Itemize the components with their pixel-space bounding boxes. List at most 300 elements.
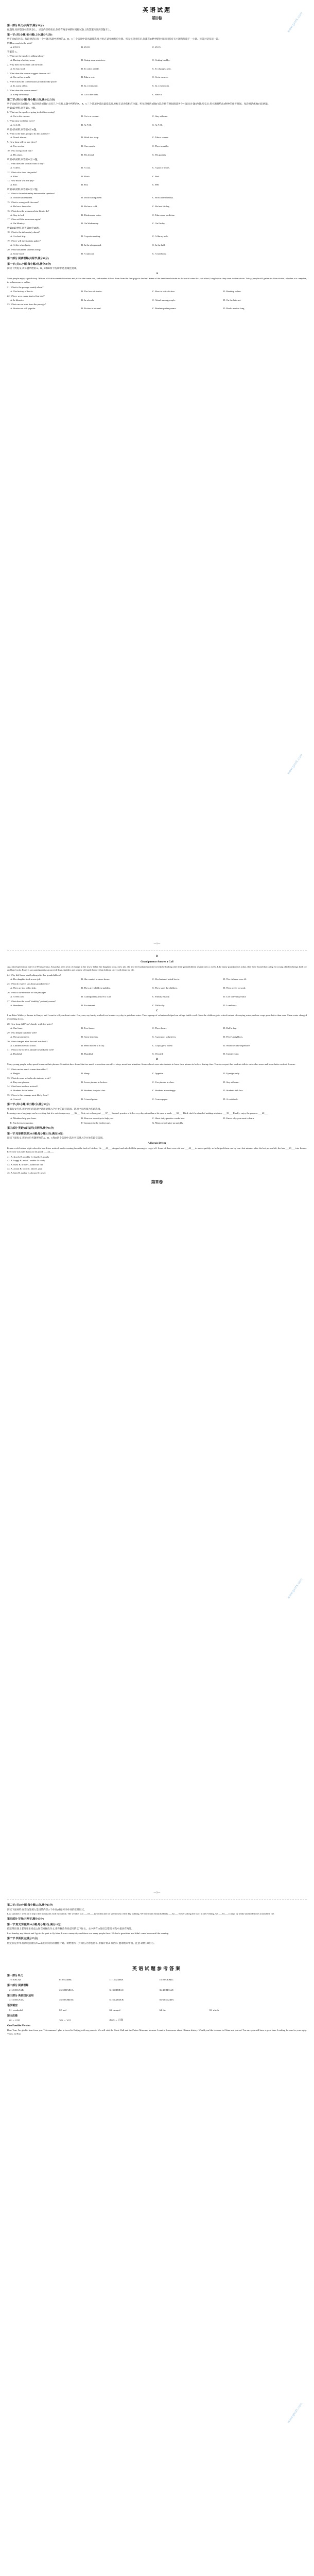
option: C. Worried. (152, 1053, 164, 1056)
option: F. Grammar is the hardest part. (81, 1122, 111, 1125)
option: D. On the Internet. (223, 298, 241, 301)
option: C. Use phones in class. (152, 1080, 175, 1083)
question-options (10, 183, 307, 187)
section-heading: 第三部分 英语知识运用(共两节,满分45分) (7, 1127, 54, 1130)
option: A. He has a headache. (10, 205, 31, 208)
answer-item: 1-5 BACAB (9, 1978, 22, 1981)
option: B. Go to a concert. (81, 115, 99, 118)
option: D. Life in Pennsylvania (223, 995, 246, 998)
answer-item: 61. wonderful (9, 2008, 23, 2011)
grammar-text: Last summer, I went on a trip to the mountains with my family. The weather was ___61___ (wonder) and we spent most of the day walking. We saw many beautiful birds ___62___ flowers along the way. In the evening, we ___63___ (camp) by a lake and told stories around the fire. (7, 1912, 275, 1916)
question-text: 30. What changed after the well was built? (7, 1040, 48, 1043)
option: A. On Monday. (10, 222, 25, 225)
option: C. How to write fiction. (152, 290, 175, 293)
option: A. One hour. (10, 1026, 23, 1029)
option: B. A travel guide. (81, 1098, 98, 1101)
question-text: 20. What should the students bring? (7, 248, 42, 251)
question-text: 9. How long will he stay there? (7, 141, 37, 144)
option: B. A sports meeting. (81, 234, 101, 238)
question-text: 11. What does the woman want to buy? (7, 162, 45, 165)
section-note: 阅读下面材料,在空白处填入适当的内容(1个单词)或括号内单词的正确形式。 (7, 1908, 86, 1911)
option: B. Peter moved to a city. (81, 1044, 105, 1047)
cloze-title: A Heroic Driver (148, 1141, 166, 1145)
option: A. The government. (10, 1035, 29, 1038)
question-text: 35. Where is this passage most likely from? (7, 1094, 49, 1097)
passage-text: Learning a new language can be exciting, but it is not always easy. ___36___ First, set a clear goal. ___37___ Second, practice a little every day rather than a lot once a week. ___38___ Third, don't be afraid of making mistakes. ___39___ Finally, enjoy the process. ___40___ (7, 1112, 268, 1115)
option: D. Water became expensive. (223, 1044, 251, 1047)
option: A. His sister. (10, 154, 23, 157)
doc-title: 英语试题 (143, 7, 171, 13)
option: B. To order a table. (81, 67, 100, 70)
option: A. Go to the cinema. (10, 115, 30, 118)
passage-text: Most people enjoy a good story. Writers of fiction create characters and places that seem real, and readers follow them from the first page to the last. Some of the best-loved stories in the world were first told aloud, long before they were written down. Today, people still gather to share stories, whether at a campfire, in a classroom or online. (7, 277, 307, 283)
section-heading: 第四部分 写作(共两节,满分35分) (7, 1918, 44, 1921)
option: A. Some food. (10, 252, 24, 255)
question-text: 22. Where were many stories first told? (7, 294, 45, 297)
answer-item: 21-25 BCAAB (9, 1988, 24, 1991)
option: B. Going some exercises. (81, 58, 106, 61)
question-options (10, 214, 307, 217)
question-text: 26. What is the best title for the passage? (7, 991, 46, 994)
option: B. She wanted to move house. (81, 978, 110, 981)
option: A. A dress. (10, 166, 21, 169)
option: C. Stay at home. (152, 115, 168, 118)
answer-item: was → were (59, 2019, 72, 2022)
option: A. A novel. (10, 1098, 21, 1101)
option: B. Grandparents Answer a Call (81, 995, 111, 998)
question-options (10, 252, 307, 256)
answer-item: 36-40 BDCAE (159, 1988, 173, 1991)
question-list (7, 974, 307, 1007)
option: A. A school trip. (10, 234, 26, 238)
option: B. His friend. (81, 154, 95, 157)
option: B. Go to the bank. (81, 93, 99, 96)
passage-label: D (156, 1058, 158, 1061)
option: C. Aloud among people. (152, 298, 176, 301)
cloze-option-row: 44. A. action B. word C. idea D. plan (7, 1167, 43, 1171)
cloze-option-row: 41. A. slowly B. quickly C. finally D. nearly (7, 1155, 49, 1158)
option: B. Take a rest. (81, 76, 95, 79)
option: C. Red. (152, 175, 160, 178)
question-text: 听第9段材料,回答第14至17题。 (7, 188, 40, 191)
option: B. Drink more water. (81, 213, 101, 216)
sample-label: One Possible Version (7, 2024, 30, 2027)
answer-item: 6-10 ACBBC (59, 1978, 73, 1981)
option: B. At 7:00. (81, 123, 92, 126)
question-options (10, 84, 307, 88)
answer-item: 51-55 ABDCB (109, 1998, 124, 2002)
page-2 (7, 953, 307, 1896)
option: C. $90. (152, 183, 160, 187)
option: A. Stories are still popular. (10, 307, 36, 310)
option: B. On Wednesday. (81, 222, 99, 225)
option: C. To change a seat. (152, 67, 171, 70)
option: C. They spoil the children. (152, 987, 178, 990)
cloze-text: It was a cold winter night when the bus driver noticed smoke coming from the back of his bus. He ___41___ stopped and asked all the passengers to get off. Some of them were old and ___42___ to move quickly, so he helped them one by one. Just minutes after the last person left, the bus ___43___ into flames. Everyone was safe thanks to his quick ___44___. (7, 1146, 307, 1153)
question-options (10, 1053, 307, 1056)
option: A. Height. (10, 1072, 21, 1075)
question-options (10, 59, 307, 62)
question-options (10, 76, 307, 79)
answer-row (9, 2009, 307, 2012)
option: D. Students talk less. (223, 1089, 243, 1092)
answer-section-label: 短文改错 (7, 2014, 18, 2018)
question-options (10, 307, 307, 311)
option: C. Difficulty. (152, 1004, 165, 1007)
question-list (7, 286, 307, 311)
option: A. To buy food. (10, 67, 26, 70)
question-options (10, 1044, 307, 1048)
question-text: 25. What do experts say about grandparents? (7, 982, 50, 986)
option: C. Save it. (152, 93, 163, 96)
question-text: 7. What time will they meet? (7, 119, 35, 122)
question-options (10, 299, 307, 302)
option: B. In the playground. (81, 243, 102, 246)
option: D. Stay at home. (223, 1080, 239, 1083)
question-text: 1. What are the speakers talking about? (7, 54, 45, 57)
option: A. The history of books. (10, 290, 33, 293)
option: C. His parents. (152, 154, 167, 157)
question-list (7, 55, 307, 97)
option: D. Uninterested. (223, 1053, 239, 1056)
question-text: 听第6段材料,回答第6、7题。 (7, 107, 38, 110)
answer-item: 41-45 BCAAA (9, 1998, 24, 2002)
option: B. Excitement. (81, 1004, 96, 1007)
question-options (10, 995, 307, 999)
instructions: 做题时,先将答案标在试卷上。录音内容结束后,你将有两分钟的时间将试卷上的答案转涂到答题卡上。 (7, 28, 113, 31)
section-note: 假定你是李华,你的英国朋友Tom来信询问你的暑假计划。请给他写一封回信,内容包括:1. 暑假计划;2. 原因;3. 邀请他来中国。注意:词数100左右。 (7, 1941, 156, 1944)
question-options (10, 987, 307, 990)
option: C. A notebook. (152, 252, 167, 255)
answer-section-label: 语法填空 (7, 2005, 18, 2008)
passage-title: Grandparents Answer a Call (141, 960, 173, 963)
option: A. Travel abroad. (10, 136, 27, 139)
option: D. Half a day. (223, 1026, 237, 1029)
option: C. Family History (152, 995, 170, 998)
option: D. Reading online. (223, 290, 241, 293)
option: B. In a restaurant. (81, 84, 98, 88)
option: D. A cookbook. (223, 1098, 238, 1101)
question-text: 29. Who helped build the well? (7, 1031, 37, 1034)
option: B. Some teachers. (81, 1035, 99, 1038)
question-text: 33. What do some schools ask students to do? (7, 1076, 51, 1079)
option: C. A library rule. (152, 234, 169, 238)
option: A. Her daughter took a new job. (10, 978, 41, 981)
option: D. They prefer to work. (223, 987, 246, 990)
answer-item: 16-20 CBABC (159, 1978, 173, 1981)
option: C. A pair of shoes. (152, 166, 170, 169)
option: C. Three months. (152, 145, 169, 148)
question-options (10, 166, 307, 170)
section-heading: 第二节 书面表达(满分25分) (7, 1938, 38, 1941)
question-text: 18. What is the talk mainly about? (7, 231, 40, 234)
option: A. Having a holiday soon. (10, 58, 36, 61)
option: C. He hurt his leg. (152, 205, 170, 208)
question-text: 34. What have teachers noticed? (7, 1085, 38, 1088)
option: B. Leave phones in lockers. (81, 1080, 108, 1083)
answer-item: 64. the (159, 2008, 166, 2011)
option: C. In a classroom. (152, 84, 170, 88)
option: D. Books are too long. (223, 307, 245, 310)
option: B. Doctor and patient. (81, 196, 102, 199)
option: B. Two hours. (81, 1026, 95, 1029)
option: D. Eyesight only. (223, 1072, 240, 1075)
option: A. Go out for a walk. (10, 76, 31, 79)
answer-item: 31-35 BBBAC (109, 1988, 124, 1991)
question-text: 28. How long did Peter's family walk for water? (7, 1023, 53, 1026)
answer-key (7, 1974, 307, 2022)
option: B. Fiction is not real. (81, 307, 101, 310)
option: A. Doubtful. (10, 1053, 23, 1056)
question-text: 31. What is the writer's attitude towards the well? (7, 1048, 54, 1052)
answer-item: 62. and (59, 2008, 66, 2011)
option: C. Getting healthy. (152, 58, 170, 61)
answer-item: 46-50 CBDAC (59, 1998, 74, 2002)
question-text: 3. What does the woman suggest the man do? (7, 72, 50, 75)
answer-section-label: 第三部分 英语知识运用 (7, 1994, 34, 1997)
question-text: 23. What can we infer from the passage? (7, 303, 46, 306)
part1-title: 第Ⅰ卷 (152, 15, 162, 21)
seven-options (10, 1117, 307, 1125)
watermark-text: www.gkstk.com (286, 753, 304, 775)
question-text: 听第8段材料,回答第11至13题。 (7, 158, 40, 161)
section-note: 听下面5段对话或独白。每段对话或独白后有几个小题,从题中所给的A、B、C三个选项中选出最佳选项,并标在试卷的相应位置。听每段对话或独白前,你将有时间阅读各个小题,每小题5秒钟;听完后,各小题将给出5秒钟的作答时间。每段对话或独白读两遍。 (7, 103, 270, 106)
section-heading: 第二节 (共10小题;每小题1.5分,满分15分) (7, 1904, 53, 1907)
question-options (10, 115, 307, 118)
question-options (10, 1027, 307, 1030)
option: C. Crops grew worse. (152, 1044, 173, 1047)
question-text: 24. Why did Susan start looking after her grandchildren? (7, 974, 61, 977)
question-options (10, 175, 307, 179)
question-text: 17. When will the man come again? (7, 218, 42, 221)
answer-item: 11-15 ACBBA (109, 1978, 124, 1981)
option: B. The love of stories. (81, 290, 102, 293)
question-options (10, 67, 307, 71)
cloze-options (7, 1156, 307, 1175)
option: C. Appetite. (152, 1072, 164, 1075)
option: B. A coat. (81, 166, 91, 169)
question-options (10, 93, 307, 97)
option: A. At 6:30. (10, 123, 21, 126)
option: B. Work in a shop. (81, 136, 99, 139)
option: C. Three hours. (152, 1026, 167, 1029)
answer-row (9, 2019, 307, 2022)
question-text: 21. What is the passage mainly about? (7, 285, 44, 289)
section-heading: 第二节 (共5小题;每小题2分,满分10分) (7, 1104, 50, 1107)
answer-item: 56-60 DACBA (159, 1998, 174, 2002)
option: A. $45. (10, 183, 18, 187)
question-options (10, 145, 307, 148)
question-options (10, 222, 307, 226)
option: A. At the school gate. (10, 243, 31, 246)
question-text: 8. What is the man going to do this summer? (7, 132, 50, 135)
option: B. Thankful. (81, 1053, 94, 1056)
question-options (10, 978, 307, 981)
question-text: 14. What is the relationship between the speakers? (7, 192, 55, 195)
question-text: 听第7段材料,回答第8至10题。 (7, 128, 39, 131)
option: A. They are too old to help. (10, 987, 37, 990)
question-options (10, 154, 307, 157)
error-text: Last Sunday, my friends and I go to the park to fly kites. It was a sunny day and there was many people there. We had a great time and didn't come home until the evening. (7, 1932, 169, 1935)
passage-label: B (156, 955, 158, 958)
option: B. $54. (81, 183, 89, 187)
question-text: 13. How much will she pay? (7, 179, 34, 182)
option: C. A newspaper. (152, 1098, 168, 1101)
answer-item: 65. which (209, 2008, 219, 2011)
answer-row (9, 1978, 307, 1982)
section-heading: 第一节 (共15小题;每小题2分,满分30分) (7, 263, 51, 266)
option: A. Mistakes help you learn. (10, 1117, 37, 1120)
option: C. £9.15. (152, 46, 161, 49)
page-divider (7, 950, 307, 951)
page-number: —2— (153, 1891, 161, 1894)
option: B. Black. (81, 175, 91, 178)
option: E. Fun keeps you going. (10, 1122, 33, 1125)
option: A. Buy new phones. (10, 1080, 30, 1083)
answer-section-label: 第一部分 听力 (7, 1974, 24, 1977)
option: A. Teacher and student. (10, 196, 33, 199)
option: A. Two weeks. (10, 145, 25, 148)
section-heading: 第一节 短文改错(共10小题;每小题1分,满分10分) (7, 1923, 61, 1926)
page-divider (7, 1899, 307, 1900)
section-heading: 第二部分 阅读理解(共两节,满分40分) (7, 258, 49, 261)
passage-text: I am Peter Walker, a farmer in Kenya, and I want to tell you about water. For years, my family walked two hours every day to get clean water. Then a group of volunteers helped our village build a well. Now the children go to school instead of carrying water, and our crops grow better than ever. Clean water changed everything for us. (7, 1014, 307, 1021)
question-options (10, 196, 307, 200)
passage-text: Many young people today spend hours on their phones. Scientists have found that too much screen time can affect sleep, mood and attention. Some schools now ask students to leave their phones in lockers during class. Teachers report that students talk to each other more and focus better on their lessons. (7, 1063, 295, 1065)
question-text: 听第10段材料,回答第18至20题。 (7, 227, 41, 230)
option: B. He has a cold. (81, 205, 98, 208)
option: C. A group of volunteers. (152, 1035, 177, 1038)
question-text: 32. What can too much screen time affect? (7, 1067, 48, 1071)
section-heading: 第一节 完形填空(共20小题;每小题1.5分,满分30分) (7, 1132, 63, 1136)
passage-text: As a third-generation native of Pennsylvania, Susan has seen a lot of change in her town. When her daughter took a new job, she and her husband decided to help by looking after their grandchildren several days a week. Like many grandparents today, they have found that caring for young children brings both joy and hard work. Experts say grandparents can provide love, stability and a sense of family history that children carry with them for life. (7, 965, 307, 972)
example-answer: 答案是 C。 (7, 50, 19, 54)
option: A. Steadiness. (10, 1004, 24, 1007)
sample-text: Dear Tom, I'm glad to hear from you. This summer I plan to travel to Beijing with my parents. We will visit the Great Wall and the Palace Museum, because I want to learn more about Chinese history. Would you like to come to China and join us? I'm sure you will have a great time. Looking forward to your reply. Yours, Li Hua (7, 2029, 307, 2036)
passage-label: A (156, 272, 158, 276)
answer-row (9, 1998, 307, 2002)
example-question: 例:How much is the shirt? (7, 42, 32, 45)
option: A. £19.15. (10, 46, 21, 49)
question-options (10, 1036, 307, 1039)
option: A. In a post office. (10, 84, 28, 88)
answer-item: go → went (9, 2019, 20, 2022)
option: D. Know why you want to learn. (223, 1117, 255, 1120)
option: C. At 7:30. (152, 123, 163, 126)
cloze-option-row: 42. A. happy B. able C. unable D. ready (7, 1159, 45, 1162)
section-heading: 第二节 (共15小题;每小题1.5分,满分22.5分) (7, 98, 55, 101)
option: B. In schools. (81, 298, 95, 301)
question-options (10, 124, 307, 127)
question-text: 5. What does the woman mean? (7, 89, 38, 92)
page-number: —1— (153, 942, 161, 945)
option: B. A raincoat. (81, 252, 95, 255)
question-options (10, 290, 307, 294)
section-heading: 第一部分 听力(共两节,满分30分) (7, 24, 44, 27)
option: C. Readers prefer poems. (152, 307, 177, 310)
option: D. Loneliness. (223, 1004, 237, 1007)
option: C. Get a camera. (152, 76, 168, 79)
option: C. In the hall. (152, 243, 166, 246)
section-note: 根据短文内容,从短文后的选项中选出能填入空白处的最佳选项。选项中有两项为多余选项。 (7, 1107, 102, 1110)
option: G. Many people give up quickly. (152, 1122, 184, 1125)
question-text: 6. What are the speakers going to do this evening? (7, 111, 55, 114)
section-note: 阅读下列短文,从每题所给的A、B、C和D四个选项中,选出最佳选项。 (7, 267, 79, 270)
option: A. Children went to school. (10, 1044, 37, 1047)
page-1 (7, 4, 307, 947)
option: B. Here are some tips to help you. (81, 1117, 114, 1120)
option: A. Students focus better. (10, 1089, 34, 1092)
option: D. Peter's neighbors. (223, 1035, 243, 1038)
question-options (10, 1098, 307, 1101)
answer-item: 26-30 BABCA (59, 1988, 74, 1991)
question-list (7, 1023, 307, 1056)
question-options (10, 1081, 307, 1084)
question-text: 10. Who will go with him? (7, 149, 33, 152)
question-text: 27. What does the word "stability" probably mean? (7, 999, 56, 1003)
option: C. Short daily practice works best. (152, 1117, 185, 1120)
answer-section-label: 第二部分 阅读理解 (7, 1985, 29, 1988)
part2-title: 第Ⅱ卷 (151, 1180, 163, 1184)
option: B. Sleep. (81, 1072, 90, 1075)
question-text: 15. What is wrong with the man? (7, 200, 39, 204)
cloze-option-row: 45. A. later B. earlier C. always D. never (7, 1172, 46, 1175)
question-options (10, 244, 307, 247)
option: C. Take a course. (152, 136, 169, 139)
option: C. Her husband asked her to. (152, 978, 180, 981)
option: A. Stay in bed. (10, 213, 25, 216)
question-options (10, 136, 307, 140)
option: A. Blue. (10, 175, 19, 178)
cloze-option-row: 43. A. burst B. broke C. turned D. ran (7, 1163, 43, 1166)
question-text: 2. Why does the woman call the man? (7, 63, 44, 66)
page-3 (7, 1902, 307, 2576)
question-text: 16. What does the woman advise him to do? (7, 209, 49, 212)
question-options (10, 235, 307, 239)
section-note: 阅读下面短文,从短文后各题所给的A、B、C和D四个选项中,选出可以填入空白处的最佳选项。 (7, 1137, 105, 1140)
watermark-text: www.gkstk.com (286, 2402, 304, 2424)
option: B. They give children stability. (81, 987, 111, 990)
answer-item: didn't → 正确 (109, 2019, 123, 2022)
question-options (10, 1089, 307, 1093)
question-text: 4. Where does the conversation probably take place? (7, 80, 57, 83)
section-note: 听下面5段对话。每段对话后有一个小题,从题中所给的A、B、C三个选项中选出最佳选项,并标在试卷的相应位置。听完每段对话后,你都有10秒钟的时间来回答有关小题和阅读下一小题。每段对话仅读一遍。 (7, 38, 221, 41)
option: B. One month. (81, 145, 96, 148)
question-text: 19. Where will the students gather? (7, 239, 41, 242)
option: D. The children were ill. (223, 978, 247, 981)
question-options (10, 205, 307, 209)
question-list (7, 107, 307, 256)
option: A. A New Job (10, 995, 24, 998)
option: B. £9.18. (81, 46, 90, 49)
answer-title: 英语试题参考答案 (132, 1966, 182, 1972)
watermark-text: www.gkstk.com (286, 11, 304, 33)
option: C. Take some medicine. (152, 213, 176, 216)
option: A. In libraries. (10, 298, 24, 301)
answer-item: 63. camped (109, 2008, 120, 2011)
question-list (7, 1068, 307, 1101)
option: C. Students are unhappy. (152, 1089, 176, 1092)
watermark-text: www.gkstk.com (286, 1578, 304, 1600)
example-options (10, 46, 307, 49)
section-note: 假定英语课上老师要求同桌之间交换修改作文,请你修改你同桌写的以下作文。文中共有10处语言错误,每句中最多有两处。 (7, 1927, 134, 1930)
option: B. Students sleep in class. (81, 1089, 106, 1092)
option: C. On Friday. (152, 222, 165, 225)
option: C. Boss and secretary. (152, 196, 173, 199)
question-text: 12. What color does she prefer? (7, 171, 38, 174)
question-options (10, 1004, 307, 1008)
question-options (10, 1072, 307, 1076)
